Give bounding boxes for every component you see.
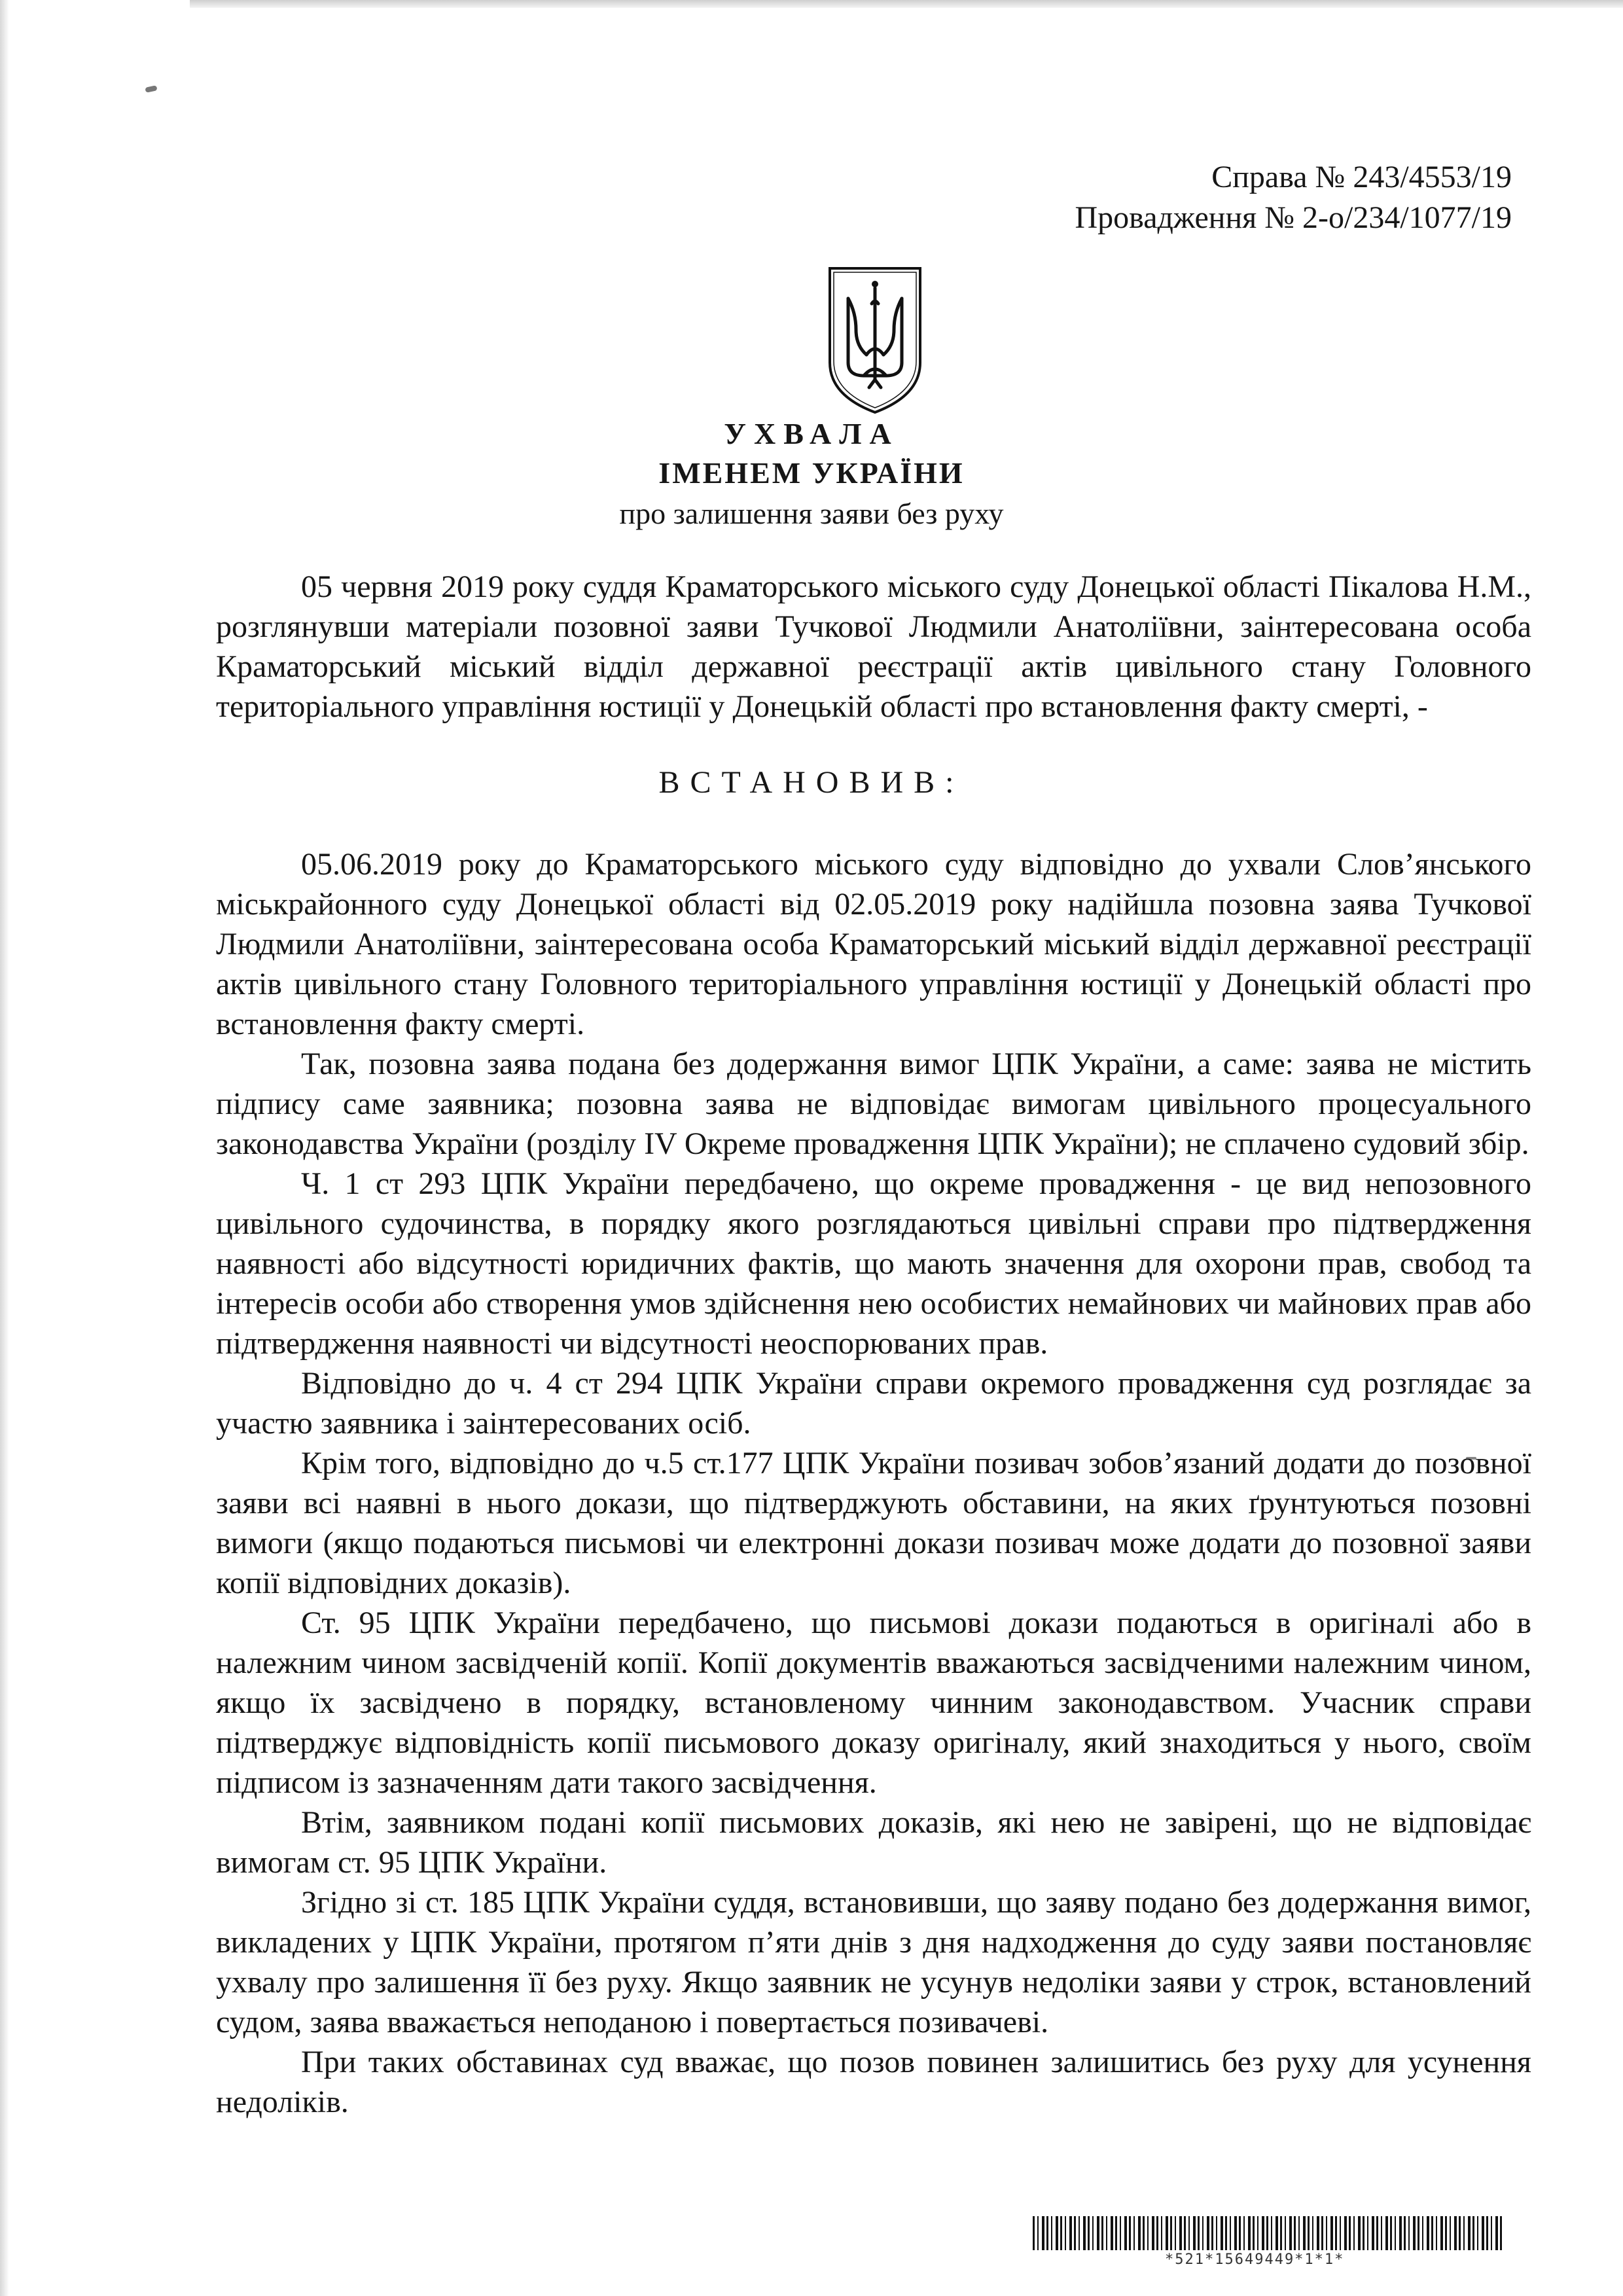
document-type-title: УХВАЛА — [724, 417, 899, 450]
paragraph-article-177: Крім того, відповідно до ч.5 ст.177 ЦПК України позивач зобов’язаний додати до позовної заяви всі наявні в нього докази, що підтверджують обставини, на яких ґрунтуються позовні вимоги (якщо подаються письмові чи електронні докази позивач може додати до позовної заяви копії відповідних доказів). — [216, 1446, 1531, 1600]
coat-of-arms-icon — [826, 264, 924, 416]
paragraph-conclusion: При таких обставинах суд вважає, що позов повинен залишитись без руху для усунення недоліків. — [216, 2045, 1531, 2119]
established-heading: ВСТАНОВИВ: — [658, 765, 965, 800]
proceeding-number: Провадження № 2-о/234/1077/19 — [1075, 200, 1512, 235]
scan-edge-top — [190, 0, 1623, 8]
paragraph-defects: Так, позовна заява подана без додержання вимог ЦПК України, а саме: заява не містить підпису саме заявника; позовна заява не відповідає вимогам цивільного процесуального законодавства України (розділу IV Окреме провадження ЦПК України); не сплачено судовий збір. — [216, 1047, 1531, 1161]
paragraph-article-185: Згідно зі ст. 185 ЦПК України суддя, встановивши, що заяву подано без додержання вимог, викладених у ЦПК України, протягом п’яти днів з дня надходження до суду заяви постановляє ухвалу про залишення її без руху. Якщо заявник не усунув недоліки заяви у строк, встановлений судом, заява вважається неподаною і повертається позивачеві. — [216, 1885, 1531, 2039]
paragraph-article-293: Ч. 1 ст 293 ЦПК України передбачено, що окреме провадження - це вид непозовного цивільного судочинства, в порядку якого розглядаються цивільні справи про підтвердження наявності або відсутності юридичних фактів, що мають значення для охорони прав, свобод та інтересів особи або створення умов здійснення нею особистих немайнових чи майнових прав або підтвердження наявності чи відсутності неоспорюваних прав. — [216, 1166, 1531, 1361]
paragraph-article-95: Ст. 95 ЦПК України передбачено, що письмові докази подаються в оригіналі або в належним чином засвідченій копії. Копії документів вважаються засвідченими належним чином, якщо їх засвідчено в порядку, встановленому чинним законодавством. Учасник справи підтверджує відповідність копії письмового доказу оригіналу, який знаходиться у нього, своїм підписом із зазначенням дати такого засвідчення. — [216, 1605, 1531, 1800]
paragraph-article-294: Відповідно до ч. 4 ст 294 ЦПК України справи окремого провадження суд розглядає за участю заявника і заінтересованих осіб. — [216, 1366, 1531, 1441]
barcode — [1033, 2216, 1504, 2250]
barcode-number: *521*15649449*1*1* — [1165, 2251, 1345, 2268]
intro-section — [216, 567, 1531, 726]
intro-paragraph: 05 червня 2019 року суддя Краматорського міського суду Донецької області Пікалова Н.М., розглянувши матеріали позовної заяви Тучкової Людмили Анатоліївни, заінтересована особа Краматорський міський відділ державної реєстрації актів цивільного стану Головного територіального управління юстиції у Донецькій області про встановлення факту смерті, - — [216, 569, 1531, 724]
case-number: Справа № 243/4553/19 — [1211, 160, 1512, 194]
scan-edge-left — [0, 0, 9, 2296]
paragraph-uncertified-copies: Втім, заявником подані копії письмових доказів, які нею не завірені, що не відповідає вимогам ст. 95 ЦПК України. — [216, 1805, 1531, 1880]
case-reference — [1075, 157, 1512, 238]
main-section — [216, 844, 1531, 2122]
scan-speck — [145, 85, 157, 93]
ruling-subject: про залишення заяви без руху — [619, 497, 1004, 530]
paragraph-arrival: 05.06.2019 року до Краматорського міського суду відповідно до ухвали Слов’янського міськрайонного суду Донецької області від 02.05.2019 року надійшла позовна заява Тучкової Людмили Анатоліївни, заінтересована особа Краматорський міський відділ державної реєстрації актів цивільного стану Головного територіального управління юстиції у Донецькій області про встановлення факту смерті. — [216, 847, 1531, 1041]
in-the-name-of-ukraine: ІМЕНЕМ УКРАЇНИ — [658, 456, 965, 490]
